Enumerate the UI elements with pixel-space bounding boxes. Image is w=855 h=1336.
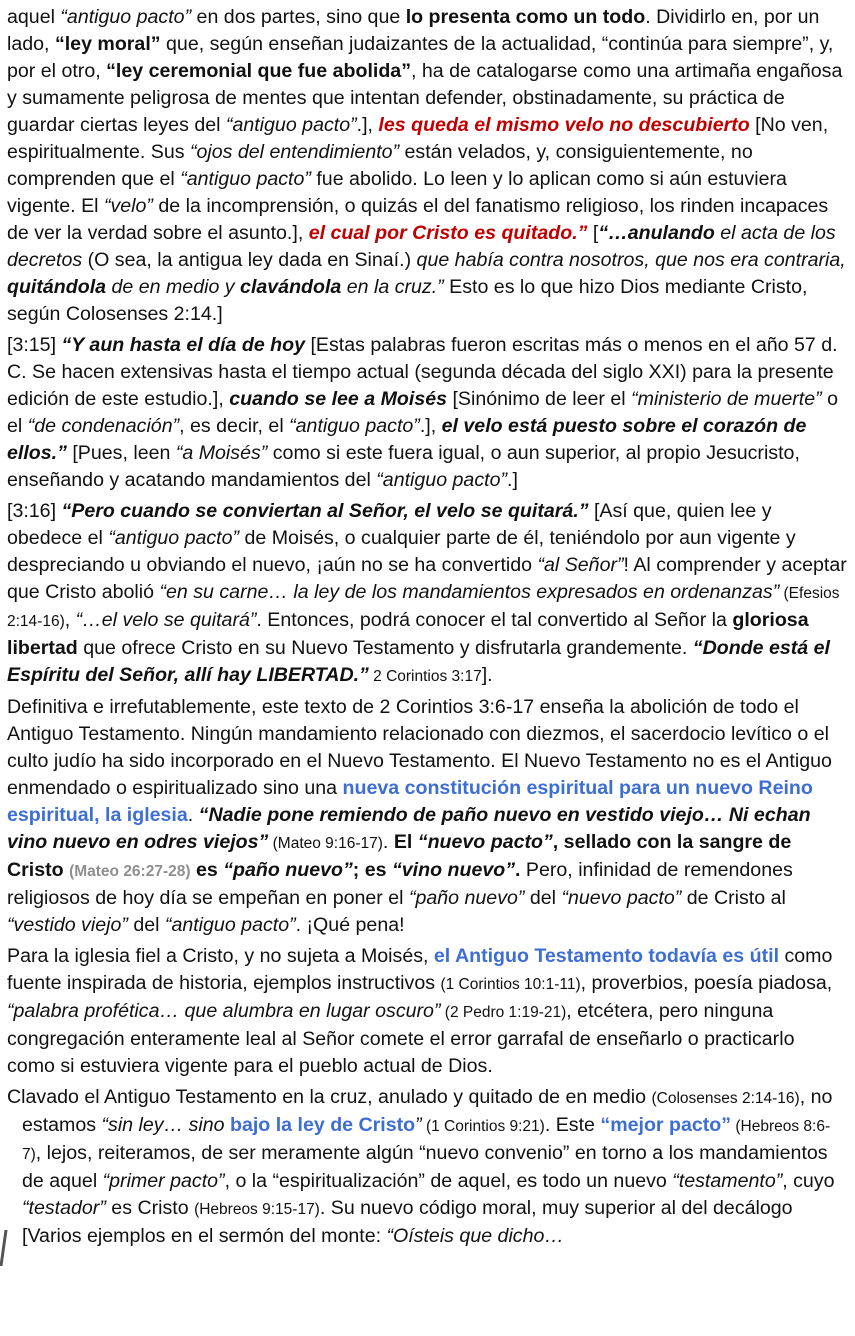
text-run-b: , sellado con la sangre de Cristo: [7, 831, 792, 881]
text-run-n: , o la “espiritualización” de aquel, es todo un nuevo: [224, 1170, 673, 1192]
text-run-n: , es decir, el: [179, 415, 290, 437]
text-run-i: “a Moisés”: [175, 442, 268, 464]
text-run-n: ! Al comprender y aceptar que Cristo abolió: [7, 554, 847, 603]
text-run-i: “velo”: [103, 195, 153, 217]
text-run-red: el cual por Cristo es quitado.”: [308, 222, 588, 244]
text-run-n: Para la iglesia fiel a Cristo, y no sujeta a Moisés,: [7, 945, 434, 967]
text-run-i: “vestido viejo”: [7, 914, 128, 936]
paragraph-verse-3-15: [7, 332, 847, 494]
text-run-n: , proverbios, poesía piadosa,: [580, 972, 833, 994]
text-run-blue: “mejor pacto”: [600, 1114, 732, 1136]
text-run-n: que ofrece Cristo en su Nuevo Testamento y disfrutarla grandemente.: [77, 637, 693, 659]
text-run-i: “antiguo pacto”: [108, 527, 240, 549]
text-run-i: “antiguo pacto”: [164, 914, 296, 936]
paragraph-antiguo-testamento-util: [7, 943, 847, 1080]
text-run-n: Definitiva e irrefutablemente, este texto de 2 Corintios 3:6-17 enseña la abolición de todo el Antiguo Testamento. Ningún mandamiento relacionado con diezmos, el sacerdocio levítico o el culto judío ha sido incorporado en el Nuevo Testamento. El Nuevo Testamento no es el Antiguo enmendado o espiritualizado sino una: [7, 696, 832, 799]
text-run-n: como fuente inspirada de historia, ejemplos instructivos: [7, 945, 833, 994]
text-run-ref: (1 Corintios 10:1-11): [440, 976, 581, 993]
text-run-i: “ministerio de muerte”: [631, 388, 822, 410]
text-run-bi: “Pero cuando se conviertan al Señor, el velo se quitará.”: [61, 500, 589, 522]
text-run-ref: (Hebreos 9:15-17): [194, 1201, 320, 1218]
text-run-n: fue abolido. Lo leen y lo aplican como si aún estuviera vigente. El: [7, 168, 787, 217]
text-run-i: de en medio y: [106, 276, 241, 298]
text-run-n: Pero, infinidad de remendones religiosos de hoy día se empeñan en poner el: [7, 859, 793, 909]
text-run-n: . Dividirlo en, por un lado,: [7, 6, 820, 55]
text-run-i: “antiguo pacto”: [289, 415, 420, 437]
text-run-i: “antiguo pacto”: [180, 168, 311, 190]
text-run-b: “ley moral”: [54, 33, 161, 55]
paragraph-abolicion: [7, 694, 847, 939]
text-run-n: [: [587, 222, 599, 244]
text-run-n: del: [127, 914, 165, 936]
text-run-n: , lejos, reiteramos, de ser meramente algún “nuevo convenio” en torno a los mandamientos de aquel: [22, 1142, 828, 1192]
text-run-n: de Moisés, o cualquier parte de él, teniéndolo por aun vigente y despreciando u obviando el nuevo, ¡aún no se ha convertido: [7, 527, 796, 576]
text-run-i: que había contra nosotros, que nos era contraria,: [416, 249, 846, 271]
text-run-b: El: [393, 831, 418, 853]
text-run-n: . Este: [544, 1114, 601, 1136]
text-run-n: . Su nuevo código moral, muy superior al del decálogo [Varios ejemplos en el sermón del monte:: [22, 1197, 793, 1247]
text-run-n: . ¡Qué pena!: [295, 914, 405, 936]
text-run-n: [3:16]: [7, 500, 62, 522]
text-run-i: “de condenación”: [27, 415, 180, 437]
text-run-bi: cuando se lee a Moisés: [229, 388, 448, 410]
text-run-b: .: [515, 859, 521, 881]
text-run-bi: “nuevo pacto”: [417, 831, 553, 853]
text-run-n: .]: [507, 469, 518, 491]
text-run-n: en dos partes, sino que: [191, 6, 406, 28]
text-run-blue: el Antiguo Testamento todavía es útil: [433, 945, 780, 967]
text-run-red: les queda el mismo velo no descubierto: [378, 114, 750, 136]
text-run-n: [No ven, espiritualmente. Sus: [7, 114, 829, 163]
text-run-n: [Estas palabras fueron escritas más o menos en el año 57 d. C. Se hacen extensivas hasta el tiempo actual (segunda década del siglo XXI) para la presente edición de este estudio.],: [7, 334, 838, 410]
text-run-n: ,: [64, 609, 76, 631]
text-run-i: “antiguo pacto”: [376, 469, 507, 491]
text-run-ref: (Mateo 9:16-17): [268, 835, 383, 852]
text-run-n: como si este fuera igual, o aun superior, al propio Jesucristo, enseñando y acatando mandamientos del: [7, 442, 800, 491]
text-run-ref: (2 Pedro 1:19-21): [440, 1004, 567, 1021]
text-run-i: “en su carne… la ley de los mandamientos expresados en ordenanzas”: [159, 581, 780, 603]
text-run-blue: bajo la ley de Cristo: [230, 1114, 416, 1136]
text-run-n: .: [187, 804, 199, 826]
text-run-n: Clavado el Antiguo Testamento en la cruz, anulado y quitado de en medio: [7, 1086, 652, 1108]
text-run-i: “al Señor”: [537, 554, 624, 576]
text-run-n: . Entonces, podrá conocer el tal convertido al Señor la: [256, 609, 733, 631]
text-run-n: , ha de catalogarse como una artimaña engañosa y sumamente peligrosa de mentes que intentan defender, obstinadamente, su práctica de guardar ciertas leyes del: [7, 60, 843, 136]
text-run-n: .: [382, 831, 394, 853]
text-run-n: [Sinónimo de leer el: [447, 388, 632, 410]
text-run-i: en la cruz.”: [341, 276, 444, 298]
text-run-gray: (Mateo 26:27-28): [69, 863, 191, 880]
text-run-bi: “vino nuevo”: [391, 859, 516, 881]
text-run-bi: “Nadie pone remiendo de paño nuevo en vestido viejo… Ni echan vino nuevo en odres viejos”: [7, 804, 811, 853]
text-run-n: [Pues, leen: [66, 442, 176, 464]
text-run-ref: 2 Corintios 3:17: [368, 668, 482, 685]
text-run-ref: (Hebreos 8:6-7): [22, 1118, 831, 1163]
text-run-i: “palabra profética… que alumbra en lugar oscuro”: [7, 1000, 441, 1022]
text-run-n: ].: [481, 664, 493, 686]
text-run-bi: “…anulando: [598, 222, 715, 244]
paragraph-clavado: [7, 1084, 847, 1250]
text-run-b: es: [190, 859, 224, 881]
text-run-n: [Así que, quien lee y obedece el: [7, 500, 772, 549]
text-run-n: , no estamos: [22, 1086, 833, 1136]
text-run-b: “ley ceremonial que fue abolida”: [106, 60, 411, 82]
text-run-n: es Cristo: [105, 1197, 195, 1219]
text-run-n: del: [524, 887, 562, 909]
text-run-i: “…el velo se quitará”: [75, 609, 257, 631]
text-run-n: o el: [7, 388, 839, 437]
text-run-blue: nueva constitución espiritual para un nuevo Reino espiritual, la iglesia: [7, 777, 813, 826]
text-run-n: Esto es lo que hizo Dios mediante Cristo, según Colosenses 2:14.]: [7, 276, 808, 325]
text-run-i: el acta de los decretos: [7, 222, 836, 271]
text-run-n: que, según enseñan judaizantes de la actualidad, “continúa para siempre”, y, por el otro,: [7, 33, 834, 82]
text-run-i: “ojos del entendimiento”: [189, 141, 400, 163]
text-run-n: .],: [419, 415, 442, 437]
text-run-i: “nuevo pacto”: [561, 887, 682, 909]
text-run-i: ”: [415, 1114, 422, 1136]
paragraph-verse-3-16: [7, 498, 847, 690]
text-run-n: aquel: [7, 6, 61, 28]
text-run-i: “testador”: [22, 1197, 106, 1219]
text-run-n: de la incomprensión, o quizás el del fanatismo religioso, los rinden incapaces de ver la verdad sobre el asunto.],: [7, 195, 829, 244]
text-run-i: “primer pacto”: [102, 1170, 225, 1192]
paragraph-velo: [7, 4, 847, 328]
text-run-i: “testamento”: [672, 1170, 783, 1192]
text-run-b: gloriosa libertad: [7, 609, 809, 659]
text-run-n: están velados, y, consiguientemente, no comprenden que el: [7, 141, 753, 190]
text-run-b: ; es: [352, 859, 392, 881]
text-run-ref: (1 Corintios 9:21): [421, 1118, 545, 1135]
text-run-n: (O sea, la antigua ley dada en Sinaí.): [82, 249, 417, 271]
text-run-n: de Cristo al: [681, 887, 786, 909]
text-run-bi: “Y aun hasta el día de hoy: [61, 334, 306, 356]
text-run-i: “antiguo pacto”: [225, 114, 357, 136]
text-run-bi: clavándola: [240, 276, 342, 298]
text-run-b: lo presenta como un todo: [405, 6, 646, 28]
text-run-n: , etcétera, pero ninguna congregación enteramente leal al Señor comete el error garrafal de enseñarlo o practicarlo como si estuviera vigente para el pueblo actual de Dios.: [7, 1000, 795, 1077]
text-run-n: [3:15]: [7, 334, 62, 356]
text-run-bi: “Donde está el Espíritu del Señor, allí hay LIBERTAD.”: [7, 637, 830, 686]
text-run-bi: quitándola: [7, 276, 107, 298]
text-run-i: “antiguo pacto”: [60, 6, 192, 28]
text-run-bi: “paño nuevo”: [223, 859, 353, 881]
text-run-ref: (Colosenses 2:14-16): [651, 1090, 800, 1107]
text-run-i: “Oísteis que dicho…: [386, 1225, 564, 1247]
text-run-n: , cuyo: [782, 1170, 835, 1192]
text-run-i: “paño nuevo”: [408, 887, 525, 909]
text-run-n: .],: [356, 114, 379, 136]
text-run-bi: el velo está puesto sobre el corazón de ellos.”: [7, 415, 807, 464]
text-run-ref: (Efesios 2:14-16): [7, 585, 840, 630]
text-run-i: “sin ley… sino: [101, 1114, 230, 1136]
